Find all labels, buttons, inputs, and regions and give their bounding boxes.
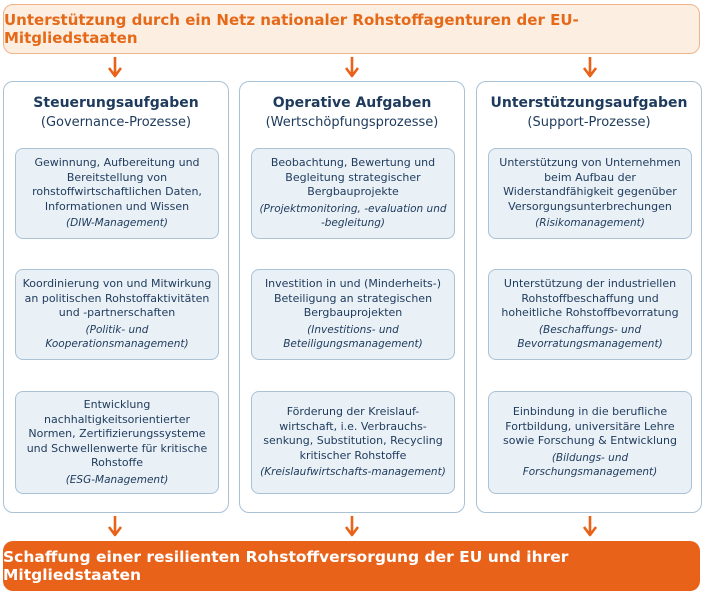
card-text: Förderung der Kreislauf-wirtschaft, i.e. Verbrauchs-senkung, Substitution, Recycling kritischer Rohstoffe <box>263 405 443 462</box>
column-subtitle: (Support-Prozesse) <box>527 115 651 130</box>
task-card <box>15 148 219 239</box>
down-arrow-icon <box>582 57 598 79</box>
column-title: Unterstützungsaufgaben <box>490 95 688 111</box>
column-subtitle: (Governance-Prozesse) <box>40 115 192 130</box>
card-subtitle: (Investitions- und Beteiligungsmanagement) <box>283 323 423 351</box>
card-subtitle: (Beschaffungs- und Bevorratungsmanagement) <box>517 323 663 351</box>
card-text: Investition in und (Minderheits-) Beteiligung an strategischen Bergbauprojekten <box>264 277 442 320</box>
task-card <box>251 148 455 239</box>
column-operative <box>239 81 465 513</box>
card-subtitle: (DIW-Management) <box>66 217 168 230</box>
task-card <box>251 391 455 494</box>
task-card <box>251 269 455 360</box>
down-arrow-icon <box>344 516 360 538</box>
card-text: Entwicklung nachhaltigkeitsorientierter Normen, Zertifizierungssysteme und Schwellenwerte für kritische Rohstoffe <box>26 398 208 469</box>
card-subtitle: (ESG-Management) <box>65 473 169 486</box>
card-text: Beobachtung, Bewertung und Begleitung strategischer Bergbauprojekte <box>270 156 436 199</box>
card-subtitle: (Bildungs- und Forschungsmanagement) <box>522 451 658 479</box>
card-subtitle: (Politik- und Kooperationsmanagement) <box>45 323 189 351</box>
card-subtitle: (Risikomanagement) <box>535 217 645 230</box>
bottom-banner: Schaffung einer resilienten Rohstoffversorgung der EU und ihrer Mitgliedstaaten <box>3 541 700 591</box>
task-card <box>15 269 219 360</box>
task-card <box>488 391 692 494</box>
card-text: Koordinierung von und Mitwirkung an politischen Rohstoffaktivitäten und -partnerschaften <box>22 277 212 320</box>
card-text: Einbindung in die berufliche Fortbildung, universitäre Lehre sowie Forschung & Entwicklung <box>503 405 677 448</box>
task-card <box>488 148 692 239</box>
down-arrow-icon <box>107 516 123 538</box>
card-text: Gewinnung, Aufbereitung und Bereitstellung von rohstoffwirtschaftlichen Daten, Informationen und Wissen <box>32 156 202 213</box>
down-arrow-icon <box>344 57 360 79</box>
card-subtitle: (Projektmonitoring, -evaluation und -begleitung) <box>259 202 447 230</box>
card-text: Unterstützung der industriellen Rohstoffbeschaffung und hoheitliche Rohstoffbevorratung <box>501 277 679 320</box>
column-subtitle: (Wertschöpfungsprozesse) <box>265 115 439 130</box>
column-title: Steuerungsaufgaben <box>33 95 199 111</box>
down-arrow-icon <box>582 516 598 538</box>
column-support <box>476 81 702 513</box>
card-text: Unterstützung von Unternehmen beim Aufbau der Widerstandfähigkeit gegenüber Versorgungsunterbrechungen <box>499 156 681 213</box>
task-card <box>488 269 692 360</box>
column-title: Operative Aufgaben <box>272 95 432 111</box>
column-governance <box>3 81 229 513</box>
task-card <box>15 391 219 494</box>
down-arrow-icon <box>107 57 123 79</box>
top-banner: Unterstützung durch ein Netz nationaler Rohstoffagenturen der EU-Mitgliedstaaten <box>3 4 700 54</box>
card-subtitle: (Kreislaufwirtschafts-management) <box>260 466 446 479</box>
